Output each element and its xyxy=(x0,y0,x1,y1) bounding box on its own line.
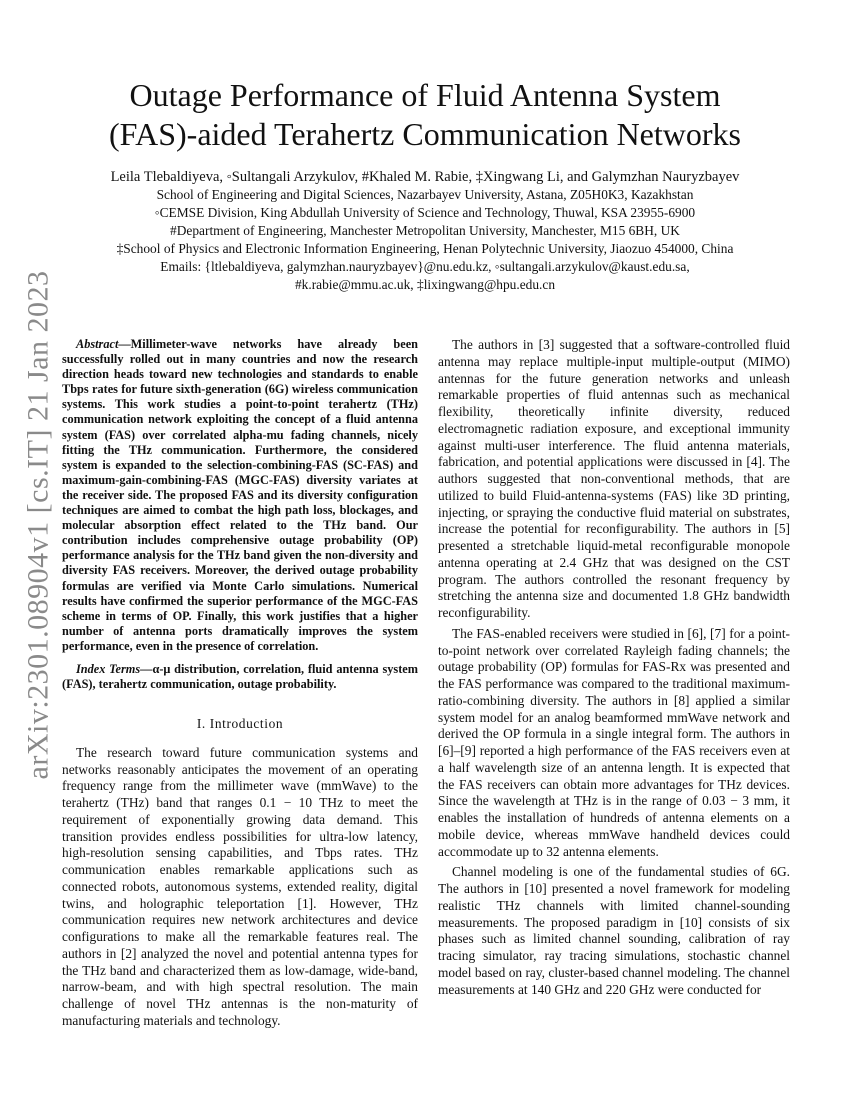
index-terms xyxy=(62,662,418,692)
index-terms-label: Index Terms xyxy=(76,661,141,676)
abstract-label: Abstract xyxy=(76,337,119,351)
section-heading-introduction: I. Introduction xyxy=(196,716,284,732)
right-column xyxy=(438,337,790,998)
arxiv-identifier: arXiv:2301.08904v1 [cs.IT] 21 Jan 2023 xyxy=(21,270,55,780)
left-column xyxy=(62,337,418,1030)
emails-line-2: #k.rabie@mmu.ac.uk, ‡lixingwang@hpu.edu.cn xyxy=(294,277,556,292)
body-paragraph-fas-receivers: The FAS-enabled receivers were studied in [6], [7] for a point-to-point network over correlated Rayleigh fading channels; the outage probability (OP) formulas for FAS-Rx was presented and the FAS performance was compared to the traditional maximum-ratio-combining diversity. The authors in [8] applied a similar system model for an analog beamformed mmWave network and derived the OP formula in a single integral form. The authors in [6]–[9] reported a high performance of the FAS receivers even at a half wavelength size of an antenna length. It is expected that the FAS receivers can obtain more advantages for THz devices. Since the wavelength at THz is in the range of 0.03 − 3 mm, it enables the installation of hundreds of antenna elements on a mobile device, whereas mmWave handheld devices could accommodate up to 32 antenna elements. xyxy=(438,625,790,859)
body-paragraph-fluid-antenna: The authors in [3] suggested that a software-controlled fluid antenna may replace multiple-input multiple-output (MIMO) antennas for the future generation networks and unleash remarkable properties of fluid antennas such as mechanical flexibility, theoretically infinite diversity, reduced electromagnetic radiation exposure, and exceptional immunity against multi-user interference. The fluid antenna materials, fabrication, and potential applications were discussed in [4]. The authors suggested that non-conventional methods, that are utilized to build Fluid-antenna-systems (FAS) like 3D printing, injecting, or spraying the conductive fluid material on substrates, increase the potential for reconfigurability. The authors in [5] presented a stretchable liquid-metal reconfigurable monopole antenna operating at 2.4 GHz that was designed on the CST program. The authors controlled the resonant frequency by stretching the antenna size and documented 1.8 GHz bandwidth reconfigurability. xyxy=(438,337,790,620)
index-terms-text: —α-μ distribution, correlation, fluid antenna system (FAS), terahertz communication, outage probability. xyxy=(62,661,418,692)
title-line-1: Outage Performance of Fluid Antenna System xyxy=(129,77,721,113)
paper-title xyxy=(0,76,850,154)
affiliation-mmu: #Department of Engineering, Manchester Metropolitan University, Manchester, M15 6BH, UK xyxy=(170,223,680,238)
affiliation-hpu: ‡School of Physics and Electronic Information Engineering, Henan Polytechnic University, Jiaozuo 454000, China xyxy=(116,241,734,256)
intro-paragraph-1: The research toward future communication systems and networks reasonably anticipates the movement of an operating frequency range from the millimeter wave (mmWave) to the terahertz (THz) band that ranges 0.1 − 10 THz to meet the requirement of exponentially growing data demand. This transition provides endless possibilities for ultra-low latency, high-resolution sensing capabilities, and Tbps rates. THz communication enables remarkable applications such as connected robots, autonomous systems, extended reality, digital twins, and holographic teleportation [1]. However, THz communication requires new network architectures and device configurations to make all the remarkable features real. The authors in [2] analyzed the novel and potential antenna types for the THz band and characterized them as low-damage, wide-band, narrow-beam, and with high spectral resolution. The main challenge of novel THz antennas is the non-maturity of manufacturing materials and technology. xyxy=(62,744,418,1028)
affiliation-kaust: ◦CEMSE Division, King Abdullah University of Science and Technology, Thuwal, KSA 23955-6900 xyxy=(154,205,696,220)
body-paragraph-channel-modeling: Channel modeling is one of the fundamental studies of 6G. The authors in [10] presented a novel framework for modeling realistic THz channels with limited channel-sounding measurements. The proposed paradigm in [10] consists of six phases such as limited channel sounding, calibration of ray tracing simulator, ray tracing simulations, stochastic channel model based on ray, cluster-based channel modeling. The channel measurements at 140 GHz and 220 GHz were conducted for xyxy=(438,864,790,997)
affiliation-nu: School of Engineering and Digital Sciences, Nazarbayev University, Astana, Z05H0K3, Kazakhstan xyxy=(156,187,694,202)
abstract xyxy=(62,337,418,654)
author-list: Leila Tlebaldiyeva, ◦Sultangali Arzykulov, #Khaled M. Rabie, ‡Xingwang Li, and Galymzhan Nauryzbayev xyxy=(110,169,740,185)
abstract-text: —Millimeter-wave networks have already been successfully rolled out in many countries and now the research direction heads toward new technologies and standards to enable Tbps rates for future sixth-generation (6G) wireless communication systems. This work studies a point-to-point terahertz (THz) communication network exploiting the concept of a fluid antenna system (FAS) over correlated alpha-mu fading channels, nicely fitting the THz communication. Furthermore, the considered system is expanded to the selection-combining-FAS (SC-FAS) and maximum-gain-combining-FAS (MGC-FAS) diversity variates at the receiver side. The proposed FAS and its diversity configuration techniques are aimed to combat the high path loss, blockages, and molecular absorption effect related to the THz band. Our contribution includes comprehensive outage probability (OP) performance analysis for the THz band given the non-diversity and diversity FAS receivers. Moreover, the derived outage probability formulas are verified via Monte Carlo simulations. Numerical results have confirmed the superior performance of the MGC-FAS scheme in terms of OP. Finally, this work justifies that a higher number of antenna ports dramatically improves the system performance, even in the presence of correlation. xyxy=(62,337,418,653)
title-line-2: (FAS)-aided Terahertz Communication Networks xyxy=(109,116,741,152)
emails-line-1: Emails: {ltlebaldiyeva, galymzhan.nauryzbayev}@nu.edu.kz, ◦sultangali.arzykulov@kaust.edu.sa, xyxy=(160,259,690,274)
arxiv-margin-stamp xyxy=(8,270,68,780)
